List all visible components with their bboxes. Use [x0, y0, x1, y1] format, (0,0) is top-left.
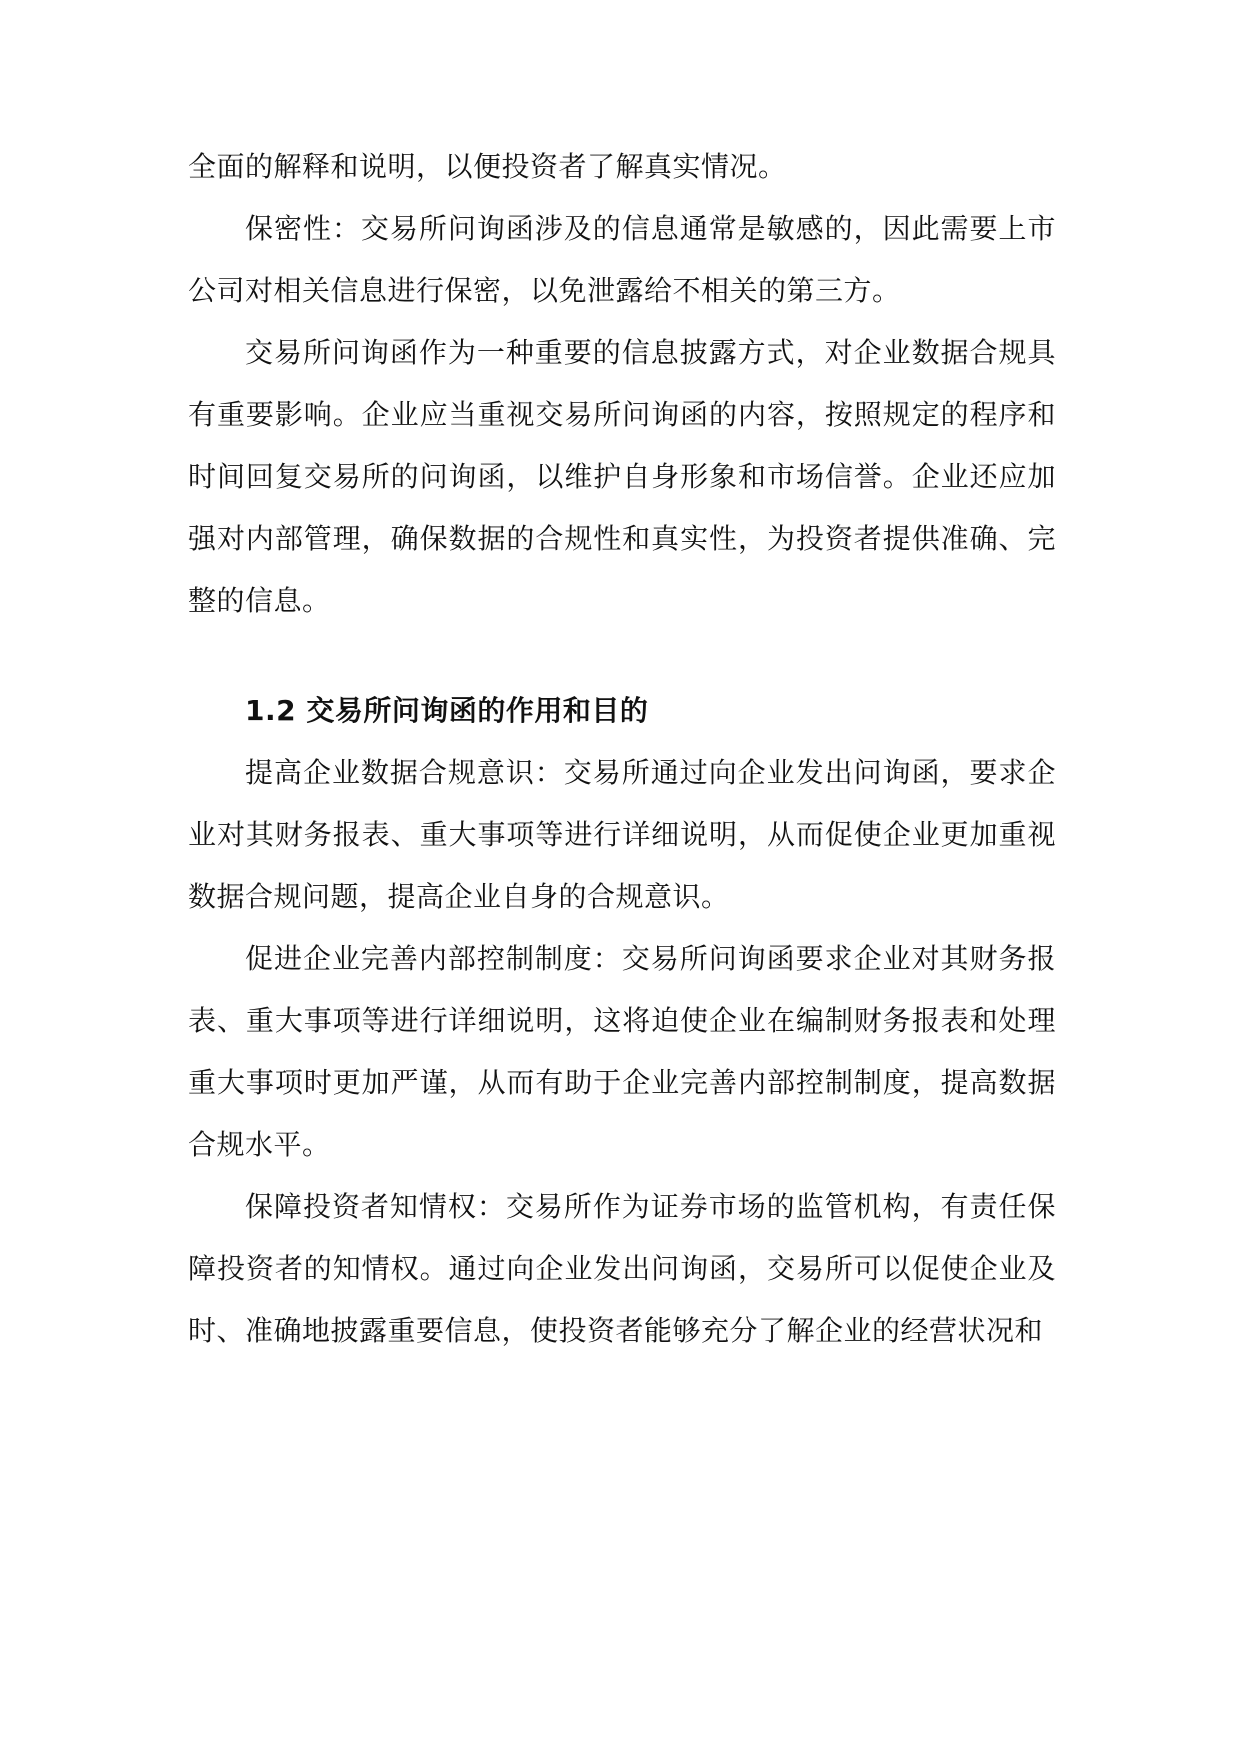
section-heading: 1.2 交易所问询函的作用和目的	[245, 694, 649, 727]
paragraph-investor-rights: 保障投资者知情权：交易所作为证券市场的监管机构，有责任保障投资者的知情权。通过向企业发出问询函，交易所可以促使企业及时、准确地披露重要信息，使投资者能够充分了解企业的经营状况和	[188, 1190, 1056, 1347]
paragraph-confidentiality: 保密性：交易所问询函涉及的信息通常是敏感的，因此需要上市公司对相关信息进行保密，以免泄露给不相关的第三方。	[188, 212, 1056, 307]
paragraph-internal-control: 促进企业完善内部控制制度：交易所问询函要求企业对其财务报表、重大事项等进行详细说明，这将迫使企业在编制财务报表和处理重大事项时更加严谨，从而有助于企业完善内部控制制度，提高数据合规水平。	[188, 942, 1056, 1161]
paragraph-compliance-awareness: 提高企业数据合规意识：交易所通过向企业发出问询函，要求企业对其财务报表、重大事项等进行详细说明，从而促使企业更加重视数据合规问题，提高企业自身的合规意识。	[188, 756, 1056, 913]
paragraph-summary: 交易所问询函作为一种重要的信息披露方式，对企业数据合规具有重要影响。企业应当重视交易所问询函的内容，按照规定的程序和时间回复交易所的问询函，以维护自身形象和市场信誉。企业还应加强对内部管理，确保数据的合规性和真实性，为投资者提供准确、完整的信息。	[188, 336, 1056, 617]
paragraph-continuation: 全面的解释和说明，以便投资者了解真实情况。	[188, 150, 787, 183]
document-body	[188, 136, 1056, 1362]
